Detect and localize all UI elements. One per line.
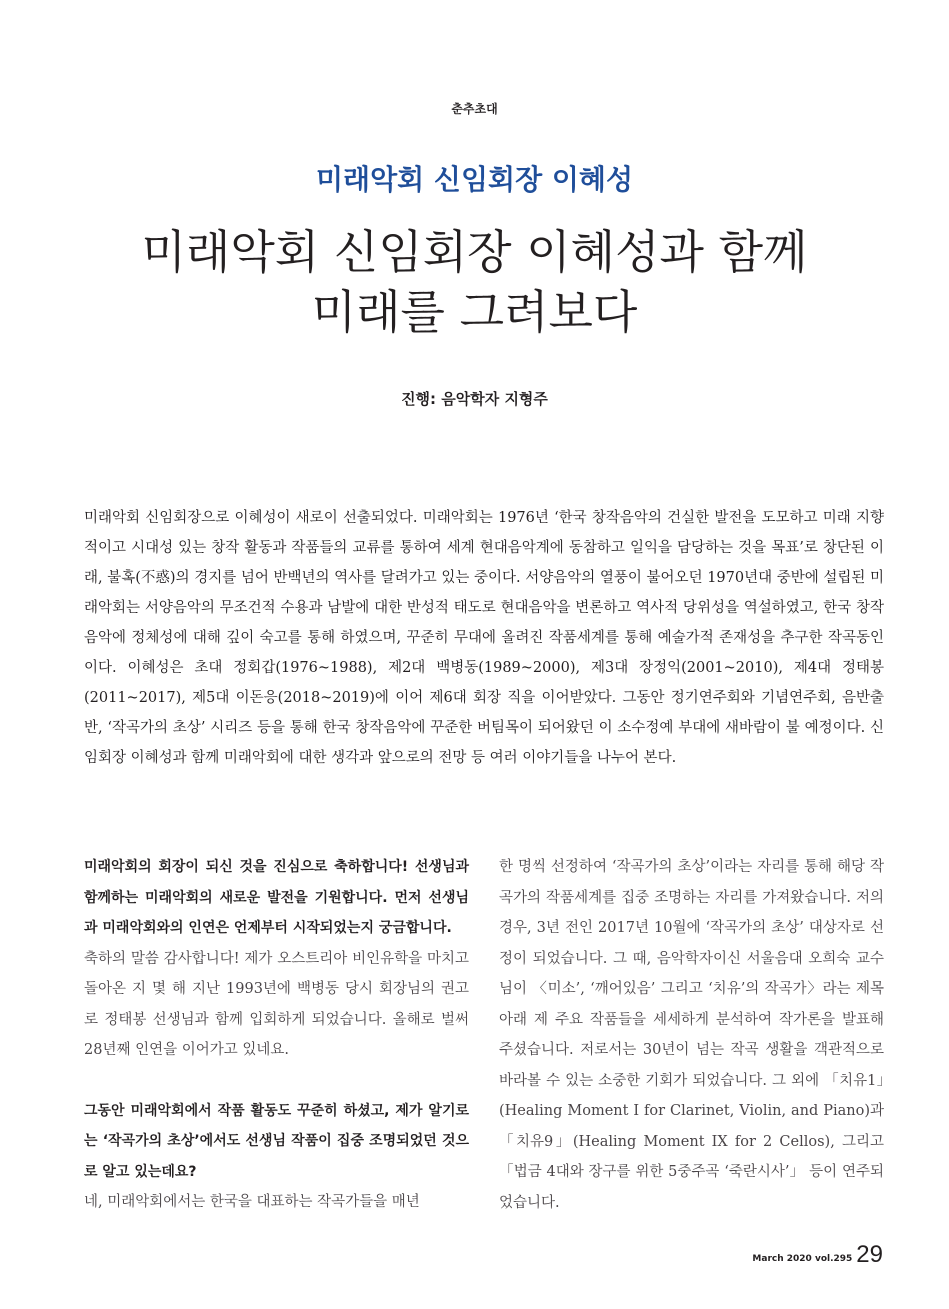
moderator-credit: 진행: 음악학자 지형주 (401, 390, 548, 408)
article-title-line1: 미래악회 신임회장 이혜성과 함께 (141, 225, 808, 279)
interview-column-left (84, 852, 469, 1218)
page-number: 29 (856, 1241, 883, 1268)
interview-answer-2-start: 네, 미래악회에서는 한국을 대표하는 작곡가들을 매년 (84, 1194, 420, 1210)
article-title (0, 222, 949, 342)
interview-question-1: 미래악회의 회장이 되신 것을 진심으로 축하합니다! 선생님과 함께하는 미래악회의 새로운 발전을 기원합니다. 먼저 선생님과 미래악회와의 인연은 언제부터 시작되었는지 궁금합니다. (84, 859, 469, 936)
section-label: 춘추초대 (451, 102, 498, 116)
article-title-line2: 미래를 그려보다 (311, 285, 638, 339)
intro-paragraph: 미래악회 신임회장으로 이혜성이 새로이 선출되었다. 미래악회는 1976년 ‘한국 창작음악의 건실한 발전을 도모하고 미래 지향적이고 시대성 있는 창작 활동과 작품들의 교류를 통하여 세계 현대음악계에 동참하고 일익을 담당하는 것을 목표’로 창단된 이래, 불혹(不惑)의 경지를 넘어 반백년의 역사를 달려가고 있는 중이다. 서양음악의 열풍이 불어오던 1970년대 중반에 설립된 미래악회는 서양음악의 무조건적 수용과 남발에 대한 반성적 태도로 현대음악을 변론하고 역사적 당위성을 역설하였고, 한국 창작음악에 정체성에 대해 깊이 숙고를 통해 하였으며, 꾸준히 무대에 올려진 작품세계를 통해 예술가적 존재성을 추구한 작곡동인이다. 이혜성은 초대 정회갑(1976~1988), 제2대 백병동(1989~2000), 제3대 장정익(2001~2010), 제4대 정태봉(2011~2017), 제5대 이돈응(2018~2019)에 이어 제6대 회장 직을 이어받았다. 그동안 정기연주회와 기념연주회, 음반출반, ‘작곡가의 초상’ 시리즈 등을 통해 한국 창작음악에 꾸준한 버팀목이 되어왔던 이 소수정예 부대에 새바람이 불 예정이다. 신임회장 이혜성과 함께 미래악회에 대한 생각과 앞으로의 전망 등 여러 이야기들을 나누어 본다. (84, 510, 884, 766)
paragraph-gap (84, 1066, 469, 1096)
page-footer (752, 1243, 883, 1267)
interview-question-2: 그동안 미래악회에서 작품 활동도 꾸준히 하셨고, 제가 알기로는 ‘작곡가의 초상’에서도 선생님 작품이 집중 조명되었던 것으로 알고 있는데요? (84, 1102, 469, 1180)
interview-column-right (499, 852, 884, 1218)
article-subtitle: 미래악회 신임회장 이혜성 (315, 163, 634, 196)
interview-answer-1: 축하의 말씀 감사합니다! 제가 오스트리아 비인유학을 마치고 돌아온 지 몇 해 지난 1993년에 백병동 당시 회장님의 권고로 정태봉 선생님과 함께 입회하게 되었습니다. 올해로 벌써 28년째 인연을 이어가고 있네요. (84, 950, 469, 1058)
issue-info: March 2020 vol.295 (752, 1254, 853, 1264)
interview-answer-2-continued: 한 명씩 선정하여 ‘작곡가의 초상’이라는 자리를 통해 해당 작곡가의 작품세계를 집중 조명하는 자리를 가져왔습니다. 저의 경우, 3년 전인 2017년 10월에 ‘작곡가의 초상’ 대상자로 선정이 되었습니다. 그 때, 음악학자이신 서울음대 오희숙 교수님이 〈미소’, ‘깨어있음’ 그리고 ‘치유’의 작곡가〉라는 제목 아래 제 주요 작품들을 세세하게 분석하여 작가론을 발표해 주셨습니다. 저로서는 30년이 넘는 작곡 생활을 객관적으로 바라볼 수 있는 소중한 기회가 되었습니다. 그 외에 「치유1」(Healing Moment I for Clarinet, Violin, and Piano)과 「치유9」(Healing Moment IX for 2 Cellos), 그리고 「법금 4대와 장구를 위한 5중주곡 ‘죽란시사’」 등이 연주되었습니다. (499, 859, 885, 1211)
